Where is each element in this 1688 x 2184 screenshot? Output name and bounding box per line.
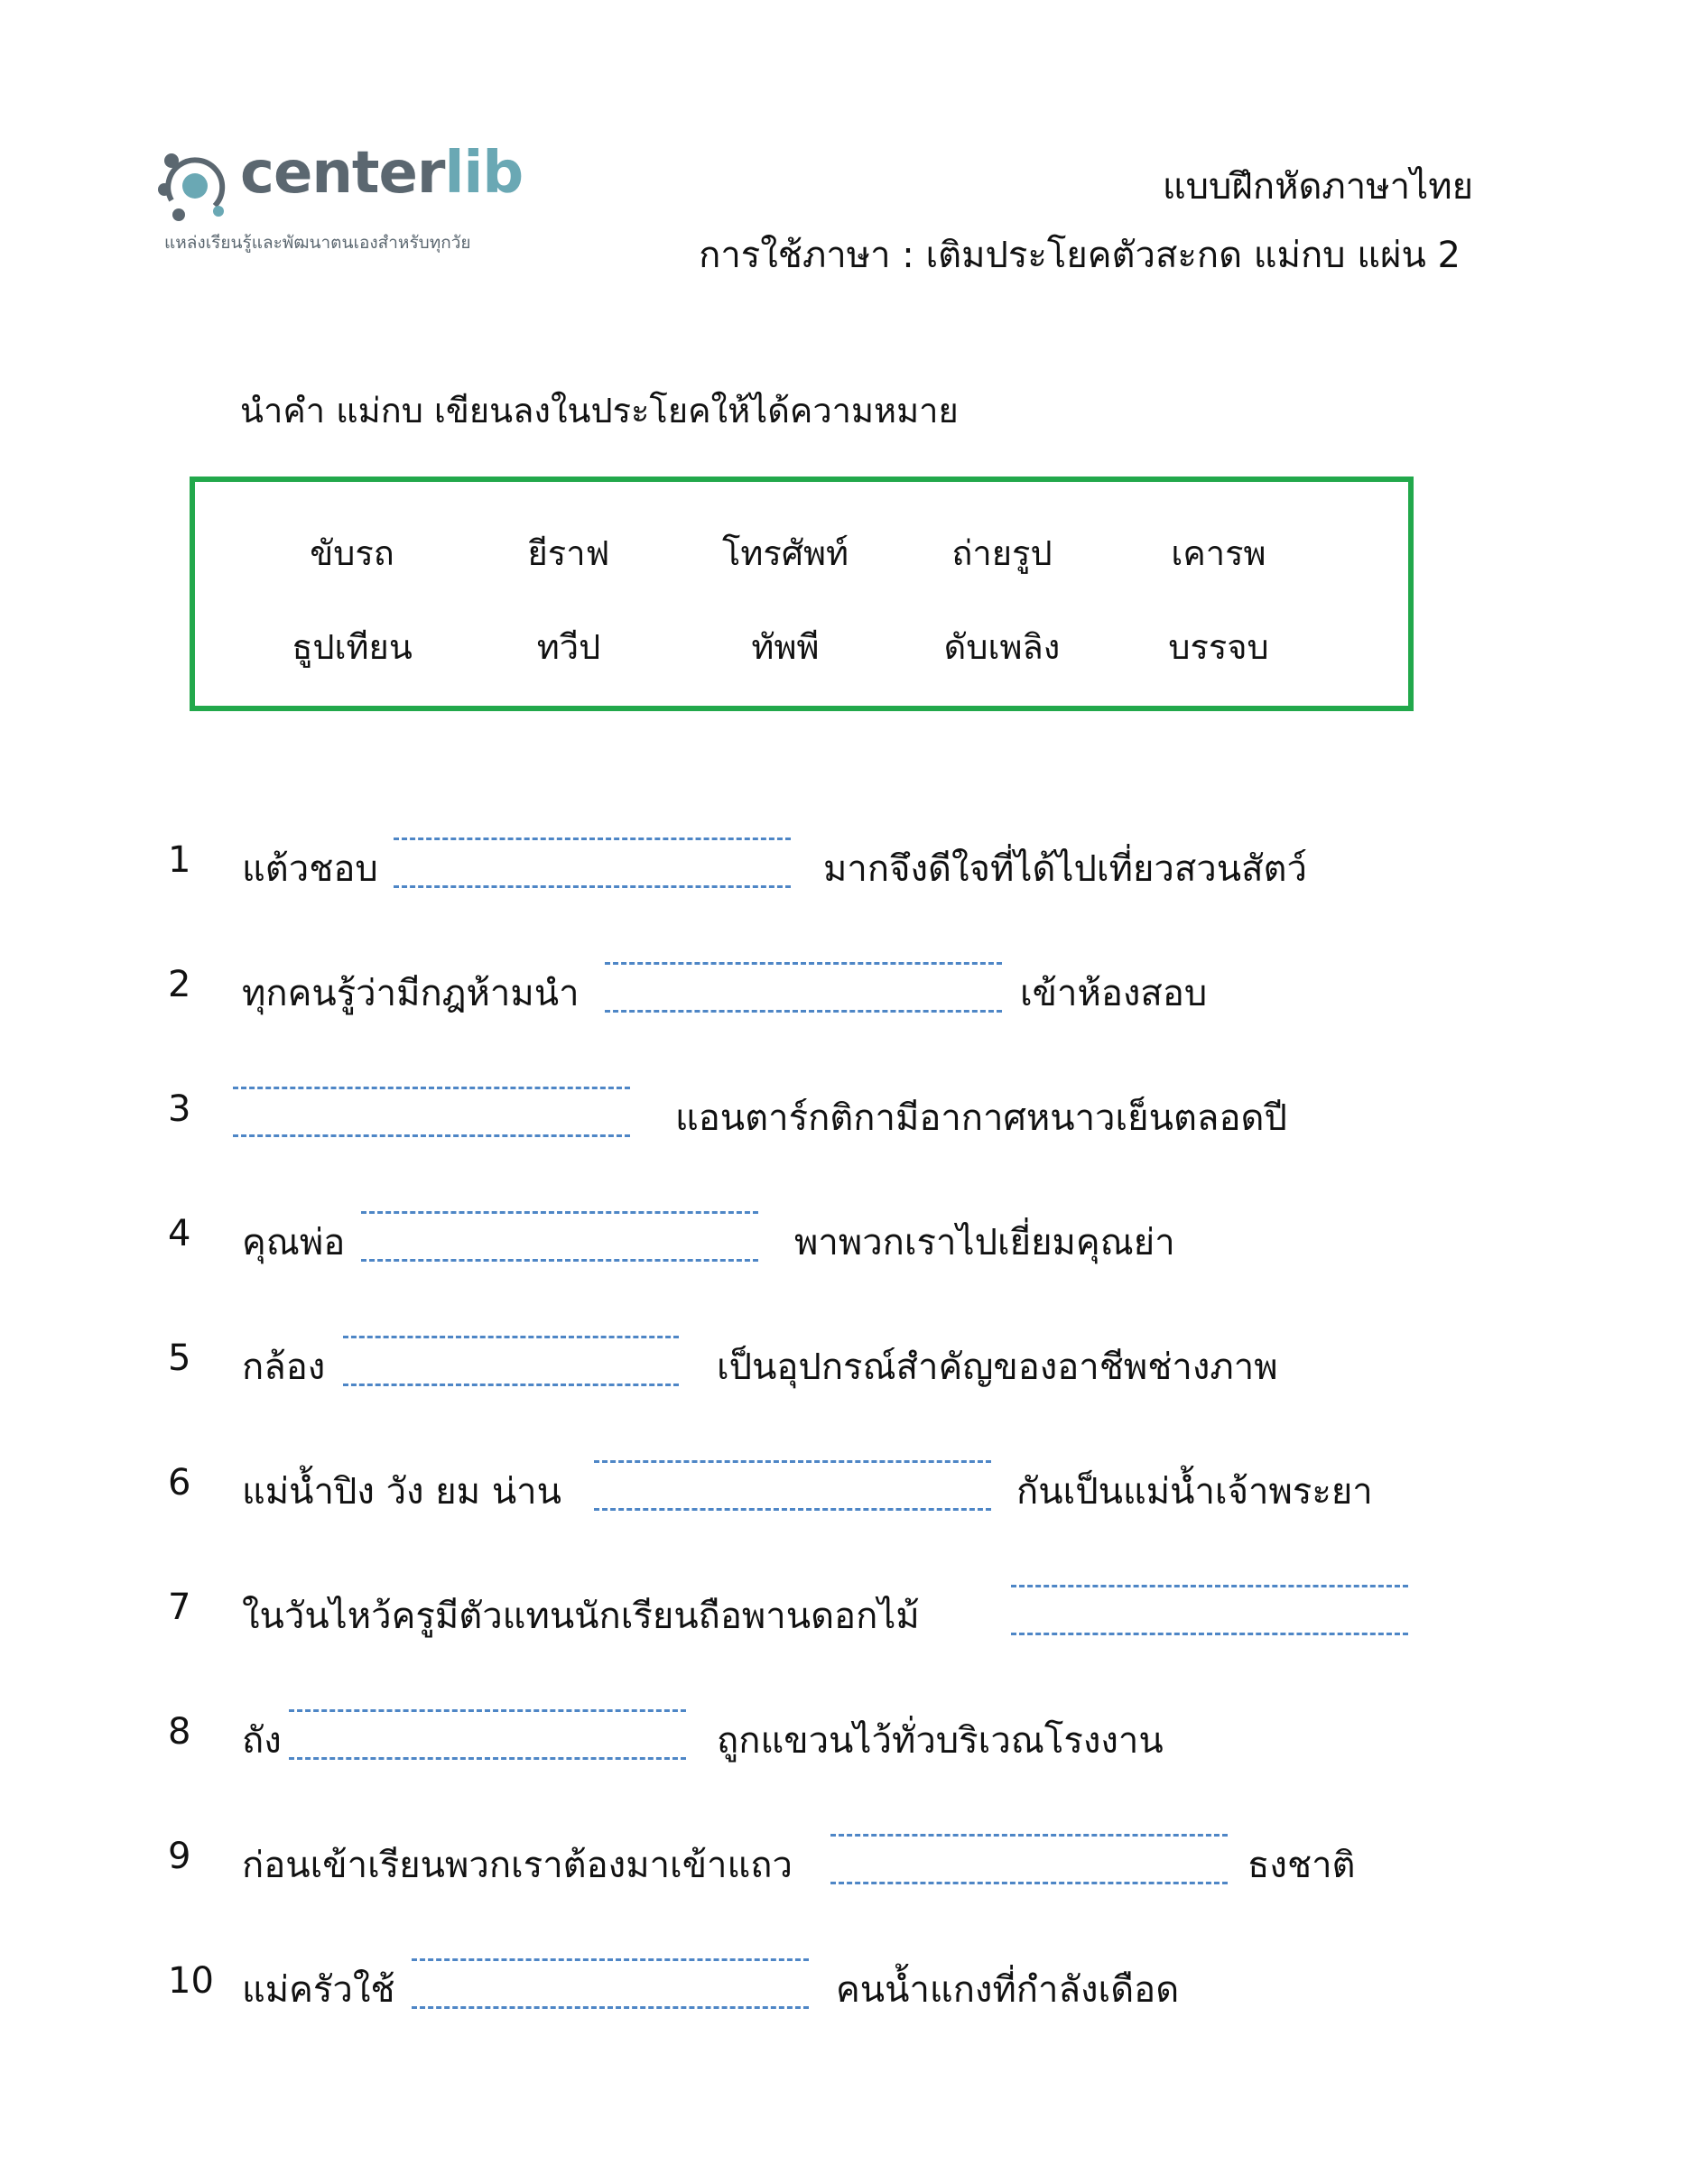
question-text-before: กล้อง (242, 1346, 326, 1388)
question-row (0, 1072, 1688, 1171)
answer-blank[interactable] (394, 838, 791, 888)
question-text-before: ถัง (242, 1720, 282, 1762)
question-text-after: คนน้ำแกงที่กำลังเดือด (836, 1969, 1180, 2011)
word-bank-item: เคารพ (1171, 533, 1266, 573)
question-number: 3 (168, 1088, 191, 1130)
question-text-before: แม่น้ำปิง วัง ยม น่าน (242, 1471, 561, 1513)
worksheet-title: แบบฝึกหัดภาษาไทย (1162, 166, 1473, 208)
question-row (0, 823, 1688, 922)
word-bank-item: ขับรถ (310, 533, 394, 573)
question-number: 2 (168, 964, 191, 1005)
answer-blank[interactable] (1011, 1585, 1408, 1635)
word-bank-box (190, 477, 1414, 711)
question-text-after: มากจึงดีใจที่ได้ไปเที่ยวสวนสัตว์ (823, 848, 1307, 890)
question-text-after: เข้าห้องสอบ (1020, 973, 1208, 1014)
logo-wordmark: centerlib (240, 140, 524, 207)
word-bank-item: บรรจบ (1168, 627, 1269, 667)
question-text-before: ก่อนเข้าเรียนพวกเราต้องมาเข้าแถว (242, 1845, 793, 1886)
network-icon (152, 143, 238, 229)
question-row (0, 1197, 1688, 1296)
question-number: 8 (168, 1711, 191, 1753)
word-bank-item: ดับเพลิง (943, 627, 1061, 667)
question-text-after: ธงชาติ (1247, 1845, 1356, 1886)
question-row (0, 1944, 1688, 2043)
question-text-after: ถูกแขวนไว้ทั่วบริเวณโรงงาน (717, 1720, 1164, 1762)
answer-blank[interactable] (343, 1336, 679, 1386)
worksheet-subtitle: การใช้ภาษา : เติมประโยคตัวสะกด แม่กบ แผ่น 2 (699, 235, 1461, 276)
question-row (0, 1695, 1688, 1794)
question-text-after: กันเป็นแม่น้ำเจ้าพระยา (1016, 1471, 1373, 1513)
question-text-after: พาพวกเราไปเยี่ยมคุณย่า (794, 1222, 1175, 1263)
logo-tagline: แหล่งเรียนรู้และพัฒนาตนเองสำหรับทุกวัย (164, 233, 471, 253)
question-number: 10 (168, 1960, 214, 2002)
question-text-before: คุณพ่อ (242, 1222, 346, 1263)
question-text-before: แต้วชอบ (242, 848, 378, 890)
word-bank-item: ทวีป (536, 627, 601, 667)
question-number: 4 (168, 1213, 191, 1254)
answer-blank[interactable] (361, 1211, 758, 1262)
question-number: 9 (168, 1836, 191, 1877)
instruction-text: นำคำ แม่กบ เขียนลงในประโยคให้ได้ความหมาย (240, 391, 959, 430)
question-row (0, 1570, 1688, 1670)
answer-blank[interactable] (233, 1087, 630, 1137)
centerlib-logo (152, 140, 549, 260)
answer-blank[interactable] (594, 1460, 991, 1511)
word-bank-item: ถ่ายรูป (951, 533, 1053, 573)
word-bank-item: ธูปเทียน (292, 627, 413, 667)
question-row (0, 948, 1688, 1047)
question-text-before: ในวันไหว้ครูมีตัวแทนนักเรียนถือพานดอกไม้ (242, 1596, 920, 1637)
question-number: 6 (168, 1462, 191, 1504)
question-number: 5 (168, 1337, 191, 1379)
question-number: 7 (168, 1587, 191, 1628)
question-text-after: เป็นอุปกรณ์สำคัญของอาชีพช่างภาพ (717, 1346, 1278, 1388)
word-bank-item: โทรศัพท์ (721, 533, 849, 573)
question-number: 1 (168, 839, 191, 881)
question-text-after: แอนตาร์กติกามีอากาศหนาวเย็นตลอดปี (675, 1097, 1287, 1139)
word-bank-item: ทัพพี (751, 627, 820, 667)
question-text-before: แม่ครัวใช้ (242, 1969, 395, 2011)
question-row (0, 1819, 1688, 1919)
answer-blank[interactable] (412, 1958, 809, 2009)
answer-blank[interactable] (605, 962, 1002, 1013)
question-row (0, 1321, 1688, 1421)
answer-blank[interactable] (289, 1709, 686, 1760)
word-bank-item: ยีราฟ (527, 533, 610, 573)
answer-blank[interactable] (830, 1834, 1228, 1884)
question-row (0, 1446, 1688, 1545)
question-text-before: ทุกคนรู้ว่ามีกฎห้ามนำ (242, 973, 580, 1014)
